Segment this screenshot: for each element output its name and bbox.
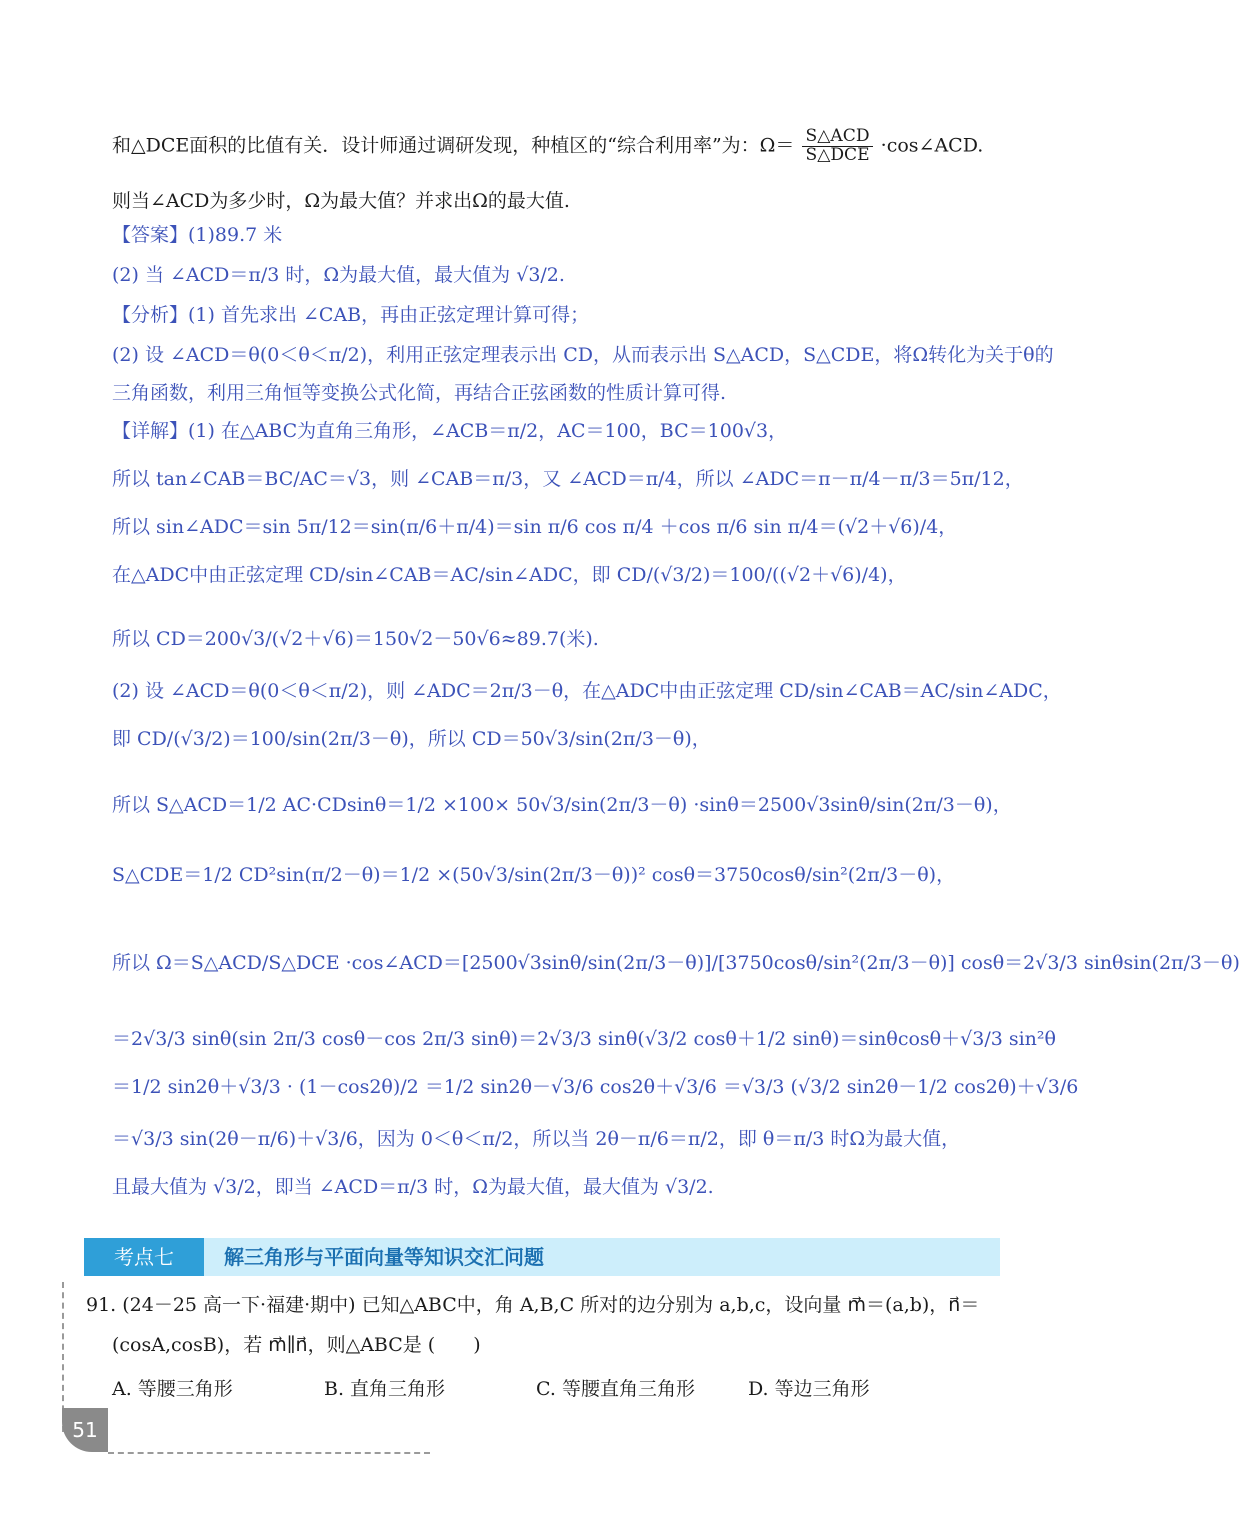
section-title: 解三角形与平面向量等知识交汇问题 — [224, 1245, 544, 1269]
answer-line-2: (2) 当 ∠ACD＝π/3 时，Ω为最大值，最大值为 √3/2. — [112, 264, 565, 286]
bottom-dashed-border — [108, 1452, 430, 1454]
analysis-line-2: (2) 设 ∠ACD＝θ(0＜θ＜π/2)，利用正弦定理表示出 CD，从而表示出 S△ACD，S△CDE，将Ω转化为关于θ的 — [112, 344, 1054, 366]
detail-line-12: ＝1/2 sin2θ＋√3/3 · (1－cos2θ)/2 ＝1/2 sin2θ－√3/6 cos2θ＋√3/6 ＝√3/3 (√3/2 sin2θ－1/2 cos2θ)＋√3/6 — [112, 1076, 1079, 1098]
question-options — [112, 1374, 1020, 1401]
detail-line-2: 所以 tan∠CAB＝BC/AC＝√3，则 ∠CAB＝π/3，又 ∠ACD＝π/4，所以 ∠ADC＝π－π/4－π/3＝5π/12， — [112, 468, 1024, 490]
detail-line-13: ＝√3/3 sin(2θ－π/6)＋√3/6，因为 0＜θ＜π/2，所以当 2θ－π/6＝π/2，即 θ＝π/3 时Ω为最大值， — [112, 1128, 961, 1150]
question-line-1: 91. (24－25 高一下·福建·期中) 已知△ABC中，角 A,B,C 所对的边分别为 a,b,c，设向量 m⃗＝(a,b)，n⃗＝ — [86, 1294, 980, 1316]
answer-tag: 【答案】 — [112, 224, 189, 246]
question-line-2: (cosA,cosB)，若 m⃗∥n⃗，则△ABC是 ( ) — [112, 1334, 481, 1356]
detail-tag: 【详解】 — [112, 420, 189, 442]
detail-line-14: 且最大值为 √3/2，即当 ∠ACD＝π/3 时，Ω为最大值，最大值为 √3/2. — [112, 1176, 714, 1198]
section-header — [84, 1238, 1000, 1276]
option-a[interactable]: A. 等腰三角形 — [112, 1378, 233, 1400]
problem-line-1 — [112, 128, 1020, 165]
omega-fraction-numerator: S△ACD — [802, 128, 872, 147]
detail-line-10: 所以 Ω＝S△ACD/S△DCE ·cos∠ACD＝[2500√3sinθ/sin(2π/3－θ)]/[3750cosθ/sin²(2π/3－θ)] cosθ＝2√3/3 sinθsin(2π/3－θ) — [112, 952, 1240, 974]
problem-line-1-end: ·cos∠ACD. — [880, 134, 984, 157]
detail-line-6: (2) 设 ∠ACD＝θ(0＜θ＜π/2)，则 ∠ADC＝2π/3－θ，在△ADC中由正弦定理 CD/sin∠CAB＝AC/sin∠ADC， — [112, 680, 1062, 702]
answer-part-1: (1)89.7 米 — [188, 224, 283, 246]
option-c[interactable]: C. 等腰直角三角形 — [536, 1378, 695, 1400]
detail-text-1: (1) 在△ABC为直角三角形，∠ACB＝π/2，AC＝100，BC＝100√3， — [188, 420, 788, 442]
problem-line-1-text: 和△DCE面积的比值有关．设计师通过调研发现，种植区的“综合利用率”为：Ω＝ — [112, 134, 795, 157]
omega-fraction — [802, 128, 872, 165]
detail-line-8: 所以 S△ACD＝1/2 AC·CDsinθ＝1/2 ×100× 50√3/sin(2π/3－θ) ·sinθ＝2500√3sinθ/sin(2π/3－θ)， — [112, 794, 1012, 816]
omega-fraction-denominator: S△DCE — [805, 144, 870, 165]
option-d[interactable]: D. 等边三角形 — [748, 1378, 870, 1400]
analysis-line-1 — [112, 300, 1020, 327]
detail-line-5: 所以 CD＝200√3/(√2＋√6)＝150√2－50√6≈89.7(米). — [112, 628, 599, 650]
detail-line-4: 在△ADC中由正弦定理 CD/sin∠CAB＝AC/sin∠ADC，即 CD/(√3/2)＝100/((√2＋√6)/4)， — [112, 564, 907, 586]
section-label: 考点七 — [84, 1238, 204, 1276]
detail-line-7: 即 CD/(√3/2)＝100/sin(2π/3－θ)，所以 CD＝50√3/sin(2π/3－θ)， — [112, 728, 711, 750]
detail-line-3: 所以 sin∠ADC＝sin 5π/12＝sin(π/6＋π/4)＝sin π/6 cos π/4 ＋cos π/6 sin π/4＝(√2＋√6)/4， — [112, 516, 958, 538]
analysis-text-1: (1) 首先求出 ∠CAB，再由正弦定理计算可得； — [188, 304, 590, 326]
page-number: 51 — [62, 1408, 108, 1452]
answer-line-1 — [112, 220, 1020, 247]
detail-line-11: ＝2√3/3 sinθ(sin 2π/3 cosθ－cos 2π/3 sinθ)＝2√3/3 sinθ(√3/2 cosθ＋1/2 sinθ)＝sinθcosθ＋√3/3 sin²θ — [112, 1028, 1056, 1050]
analysis-line-3: 三角函数，利用三角恒等变换公式化简，再结合正弦函数的性质计算可得. — [112, 382, 727, 404]
detail-line-9: S△CDE＝1/2 CD²sin(π/2－θ)＝1/2 ×(50√3/sin(2π/3－θ))² cosθ＝3750cosθ/sin²(2π/3－θ)， — [112, 864, 956, 886]
detail-line-1 — [112, 416, 1020, 443]
analysis-tag: 【分析】 — [112, 304, 189, 326]
option-b[interactable]: B. 直角三角形 — [324, 1378, 446, 1400]
problem-line-2: 则当∠ACD为多少时，Ω为最大值？并求出Ω的最大值. — [112, 190, 570, 212]
